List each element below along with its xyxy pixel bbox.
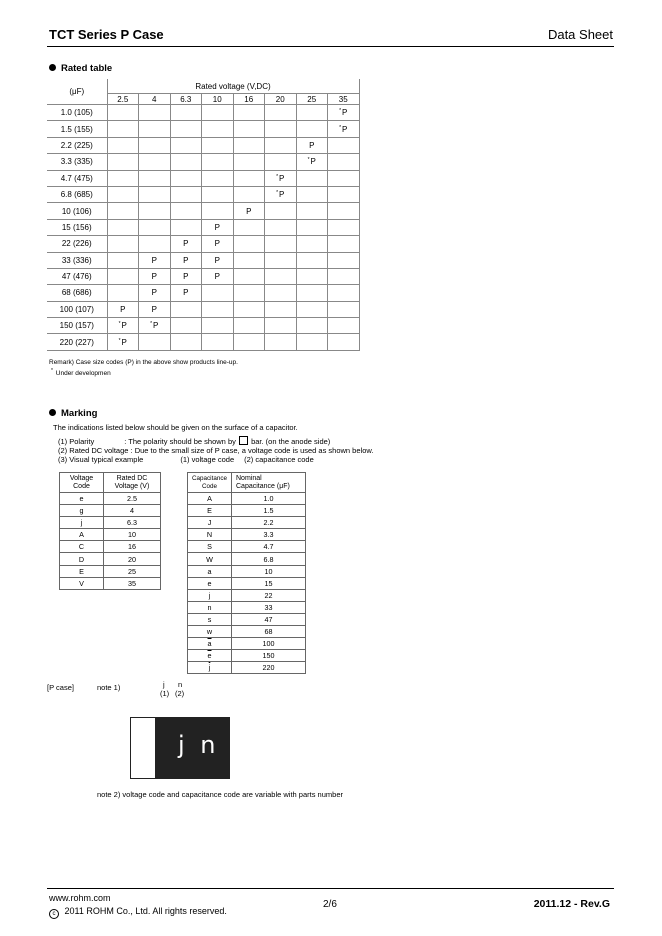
voltage-header: 16 (233, 94, 265, 105)
voltage-code: C (60, 541, 104, 553)
capacitance-label: 220 (227) (47, 334, 107, 350)
capacitance-code: j (188, 589, 232, 601)
rated-cell (202, 301, 234, 317)
rated-row (47, 154, 359, 170)
capacitor-marking-text: j n (178, 731, 220, 759)
capacitance-code: A (188, 493, 232, 505)
rated-cell (233, 252, 265, 268)
rated-cell (170, 219, 202, 235)
voltage-code: j (60, 517, 104, 529)
capacitance-code-row (188, 553, 306, 565)
voltage-header: 35 (328, 94, 360, 105)
rated-cell (328, 301, 360, 317)
capacitance-label: 33 (336) (47, 252, 107, 268)
voltage-header: 25 (296, 94, 328, 105)
rated-cell (170, 121, 202, 137)
voltage-code: V (60, 577, 104, 589)
voltage-header: 4 (139, 94, 171, 105)
rated-cell (296, 219, 328, 235)
rated-cell: *P (328, 121, 360, 137)
rated-cell (107, 236, 139, 252)
voltage-value: 2.5 (104, 493, 161, 505)
rated-cell: P (202, 252, 234, 268)
rated-row (47, 186, 359, 202)
rated-cell (328, 137, 360, 153)
capacitance-value: 150 (232, 650, 306, 662)
rated-cell: P (139, 268, 171, 284)
rated-table-heading: Rated table (49, 63, 112, 74)
page-number: 2/6 (323, 899, 337, 910)
dev-mark: * (339, 108, 342, 115)
capacitance-code: s (188, 613, 232, 625)
capacitance-code: E (188, 505, 232, 517)
footer-copyright: c 2011 ROHM Co., Ltd. All rights reserved. (49, 906, 227, 919)
capacitance-code-row (188, 613, 306, 625)
voltage-value: 25 (104, 565, 161, 577)
rated-cell: *P (328, 105, 360, 121)
capacitance-value: 22 (232, 589, 306, 601)
rated-cell (233, 236, 265, 252)
capacitance-code: w (188, 626, 232, 638)
voltage-header: 20 (265, 94, 297, 105)
capacitance-value: 10 (232, 565, 306, 577)
voltage-value: 35 (104, 577, 161, 589)
case-label: [P case] (47, 683, 74, 692)
rated-cell (296, 186, 328, 202)
rated-cell (202, 203, 234, 219)
capacitance-value: 68 (232, 626, 306, 638)
rated-cell: P (170, 268, 202, 284)
voltage-code: E (60, 565, 104, 577)
rated-cell (296, 203, 328, 219)
rated-cell (265, 121, 297, 137)
rated-row (47, 219, 359, 235)
rated-cell: *P (107, 318, 139, 334)
rated-cell (296, 268, 328, 284)
capacitance-label: 3.3 (335) (47, 154, 107, 170)
capacitance-value: 3.3 (232, 529, 306, 541)
rated-row (47, 318, 359, 334)
dev-mark: * (118, 337, 121, 344)
capacitance-code: a (188, 565, 232, 577)
voltage-header: 6.3 (170, 94, 202, 105)
capacitance-value: 100 (232, 638, 306, 650)
voltage-code-row (60, 553, 161, 565)
rated-cell: *P (265, 170, 297, 186)
capacitance-code-row (188, 589, 306, 601)
rated-remark: Remark) Case size codes (P) in the above show products line-up. (49, 359, 238, 366)
capacitance-code-table (187, 472, 306, 674)
capacitance-label: 100 (107) (47, 301, 107, 317)
rated-row (47, 236, 359, 252)
rated-cell (328, 186, 360, 202)
voltage-label: Rated voltage (V,DC) (107, 79, 359, 94)
rated-cell (202, 170, 234, 186)
rated-cell (202, 137, 234, 153)
rated-table-wrapper (47, 79, 360, 351)
bullet-icon (49, 64, 56, 71)
voltage-header: 2.5 (107, 94, 139, 105)
capacitance-label: 150 (157) (47, 318, 107, 334)
rated-cell (296, 105, 328, 121)
copyright-icon: c (49, 909, 59, 919)
capacitance-label: 4.7 (475) (47, 170, 107, 186)
rated-row (47, 334, 359, 350)
rated-cell: *P (107, 334, 139, 350)
rated-cell (265, 137, 297, 153)
rated-cell (107, 203, 139, 219)
rated-cell (170, 137, 202, 153)
voltage-code-row (60, 541, 161, 553)
rated-cell (170, 154, 202, 170)
rated-cell (328, 219, 360, 235)
rated-cell (139, 154, 171, 170)
rated-cell: P (170, 236, 202, 252)
voltage-code: g (60, 505, 104, 517)
capacitance-label: 1.0 (105) (47, 105, 107, 121)
rated-cell (265, 236, 297, 252)
rated-cell (296, 285, 328, 301)
rated-cell (233, 301, 265, 317)
rated-cell (139, 137, 171, 153)
rated-cell (296, 252, 328, 268)
dev-note: * Under developmen (51, 368, 111, 377)
rated-cell (202, 186, 234, 202)
voltage-code: e (60, 493, 104, 505)
capacitance-code: $\overline{j}$ (188, 662, 232, 674)
rated-cell (170, 334, 202, 350)
rated-cell (265, 301, 297, 317)
rated-cell (328, 154, 360, 170)
rated-cell (107, 105, 139, 121)
rated-cell (202, 318, 234, 334)
rated-cell (139, 105, 171, 121)
capacitance-label: 68 (686) (47, 285, 107, 301)
capacitance-code: e (188, 577, 232, 589)
marking-item1: (1) Polarity : The polarity should be shown by bar. (on the anode side) (58, 437, 331, 446)
footer-rule (47, 888, 614, 889)
dev-mark: * (276, 190, 279, 197)
rated-row (47, 252, 359, 268)
rated-cell (233, 121, 265, 137)
capacitance-label: 2.2 (225) (47, 137, 107, 153)
capacitance-code-row (188, 541, 306, 553)
capacitance-code-row (188, 626, 306, 638)
rated-cell (170, 318, 202, 334)
marking-intro: The indications listed below should be given on the surface of a capacitor. (53, 423, 298, 432)
rated-cell: P (107, 301, 139, 317)
ctable-header-code: Capacitance Code (188, 473, 232, 493)
rated-cell (233, 318, 265, 334)
header-rule (47, 46, 614, 47)
rated-cell (296, 318, 328, 334)
capacitance-label: 47 (476) (47, 268, 107, 284)
voltage-code-row (60, 577, 161, 589)
rated-cell (139, 219, 171, 235)
rated-cell (328, 268, 360, 284)
voltage-code-row (60, 565, 161, 577)
rated-cell (202, 121, 234, 137)
rated-cell (107, 137, 139, 153)
rated-cell (107, 154, 139, 170)
rated-cell: *P (139, 318, 171, 334)
rated-cell: P (233, 203, 265, 219)
voltage-code-table (59, 472, 161, 590)
footer-url: www.rohm.com (49, 893, 111, 903)
rated-cell (265, 252, 297, 268)
capacitance-value: 47 (232, 613, 306, 625)
capacitance-label: 15 (156) (47, 219, 107, 235)
capacitance-value: 1.0 (232, 493, 306, 505)
dev-mark: * (150, 321, 153, 328)
capacitance-code: W (188, 553, 232, 565)
capacitance-value: 33 (232, 601, 306, 613)
voltage-value: 6.3 (104, 517, 161, 529)
capacitance-code-row (188, 505, 306, 517)
code-n: n (178, 680, 183, 689)
voltage-value: 10 (104, 529, 161, 541)
rated-cell (233, 137, 265, 153)
rated-row (47, 268, 359, 284)
document-title: TCT Series P Case (49, 27, 164, 42)
capacitance-code: N (188, 529, 232, 541)
rated-cell (170, 203, 202, 219)
rated-cell: P (139, 285, 171, 301)
rated-cell (107, 170, 139, 186)
voltage-code-row (60, 517, 161, 529)
capacitance-value: 2.2 (232, 517, 306, 529)
rated-cell (107, 285, 139, 301)
note2: note 2) voltage code and capacitance code are variable with parts number (97, 790, 343, 799)
ctable-header-capacitance: Nominal Capacitance (μF) (232, 473, 306, 493)
rated-cell (233, 219, 265, 235)
rated-cell (265, 268, 297, 284)
capacitance-code-row (188, 638, 306, 650)
rated-cell (265, 219, 297, 235)
rated-cell (328, 334, 360, 350)
voltage-value: 16 (104, 541, 161, 553)
rated-cell: P (139, 252, 171, 268)
rated-cell (233, 268, 265, 284)
rated-row (47, 137, 359, 153)
voltage-code-row (60, 493, 161, 505)
rated-cell (233, 186, 265, 202)
rated-cell (233, 334, 265, 350)
rated-cell (296, 121, 328, 137)
rated-row (47, 170, 359, 186)
rated-cell (296, 236, 328, 252)
capacitance-code-row (188, 529, 306, 541)
voltage-code-row (60, 529, 161, 541)
marking-heading: Marking (49, 408, 97, 419)
code-j: j (163, 680, 165, 689)
rated-cell: P (202, 219, 234, 235)
rated-cell (202, 334, 234, 350)
rated-cell (265, 203, 297, 219)
vtable-header-voltage: Rated DC Voltage (V) (104, 473, 161, 493)
rated-cell (139, 203, 171, 219)
rated-cell (296, 170, 328, 186)
dev-mark: * (339, 124, 342, 131)
rated-cell (202, 285, 234, 301)
dev-mark: * (118, 321, 121, 328)
rated-row (47, 301, 359, 317)
marking-item3: (3) Visual typical example (1) voltage code (2) capacitance code (58, 455, 314, 464)
capacitance-label: 1.5 (155) (47, 121, 107, 137)
rated-cell (233, 105, 265, 121)
rated-cell (139, 170, 171, 186)
rated-cell (328, 170, 360, 186)
note1-label: note 1) (97, 683, 121, 692)
rated-cell (265, 105, 297, 121)
capacitance-code: S (188, 541, 232, 553)
rated-cell (170, 170, 202, 186)
capacitance-code: J (188, 517, 232, 529)
voltage-code: A (60, 529, 104, 541)
capacitance-code-row (188, 577, 306, 589)
capacitance-value: 15 (232, 577, 306, 589)
capacitance-code-row (188, 601, 306, 613)
polarity-bar-icon (239, 436, 248, 445)
rated-cell (202, 105, 234, 121)
capacitance-code: $\overline{e}$ (188, 650, 232, 662)
rated-row (47, 203, 359, 219)
rated-cell (170, 301, 202, 317)
capacitance-label: 22 (226) (47, 236, 107, 252)
unit-label: (μF) (47, 79, 107, 105)
rated-row (47, 285, 359, 301)
rated-cell (328, 318, 360, 334)
rated-cell: *P (265, 186, 297, 202)
rated-cell (328, 252, 360, 268)
rated-cell: P (170, 285, 202, 301)
rated-cell (296, 334, 328, 350)
capacitance-code-row (188, 662, 306, 674)
capacitance-value: 220 (232, 662, 306, 674)
rated-cell (107, 186, 139, 202)
voltage-value: 20 (104, 553, 161, 565)
voltage-value: 4 (104, 505, 161, 517)
rated-cell (328, 285, 360, 301)
document-type: Data Sheet (547, 27, 613, 42)
rated-row (47, 121, 359, 137)
rated-cell (233, 170, 265, 186)
capacitance-value: 4.7 (232, 541, 306, 553)
rated-cell (233, 154, 265, 170)
anode-bar (130, 717, 156, 779)
rated-cell (170, 105, 202, 121)
rated-table (47, 79, 360, 351)
rated-cell (139, 186, 171, 202)
rated-cell (139, 236, 171, 252)
capacitance-value: 6.8 (232, 553, 306, 565)
rated-cell (265, 285, 297, 301)
vtable-header-code: Voltage Code (60, 473, 104, 493)
capacitance-code-row (188, 493, 306, 505)
rated-cell (107, 121, 139, 137)
voltage-header: 10 (202, 94, 234, 105)
rated-cell (328, 236, 360, 252)
rated-cell: *P (296, 154, 328, 170)
capacitance-label: 6.8 (685) (47, 186, 107, 202)
rated-cell (296, 301, 328, 317)
capacitance-code: n (188, 601, 232, 613)
rated-cell (202, 154, 234, 170)
code-2: (2) (175, 689, 185, 698)
capacitance-code-row (188, 517, 306, 529)
rated-cell: P (296, 137, 328, 153)
rated-cell: P (170, 252, 202, 268)
rated-cell (107, 268, 139, 284)
marking-item2: (2) Rated DC voltage : Due to the small size of P case, a voltage code is used as shown below. (58, 446, 374, 455)
voltage-code-row (60, 505, 161, 517)
rated-cell (170, 186, 202, 202)
bullet-icon (49, 409, 56, 416)
rated-cell: P (202, 236, 234, 252)
rated-cell (265, 334, 297, 350)
rated-cell (139, 121, 171, 137)
rated-cell (265, 318, 297, 334)
capacitance-code-row (188, 650, 306, 662)
capacitance-code: $\overline{a}$ (188, 638, 232, 650)
code-1: (1) (160, 689, 170, 698)
rated-cell: P (139, 301, 171, 317)
rated-cell (107, 252, 139, 268)
rated-cell (233, 285, 265, 301)
rated-cell (107, 219, 139, 235)
voltage-code: D (60, 553, 104, 565)
capacitance-label: 10 (106) (47, 203, 107, 219)
rated-row (47, 105, 359, 121)
revision: 2011.12 - Rev.G (533, 898, 610, 910)
dev-mark: * (307, 157, 310, 164)
rated-cell (328, 203, 360, 219)
capacitance-code-row (188, 565, 306, 577)
dev-mark: * (276, 173, 279, 180)
rated-cell: P (202, 268, 234, 284)
rated-cell (265, 154, 297, 170)
rated-cell (139, 334, 171, 350)
capacitance-value: 1.5 (232, 505, 306, 517)
